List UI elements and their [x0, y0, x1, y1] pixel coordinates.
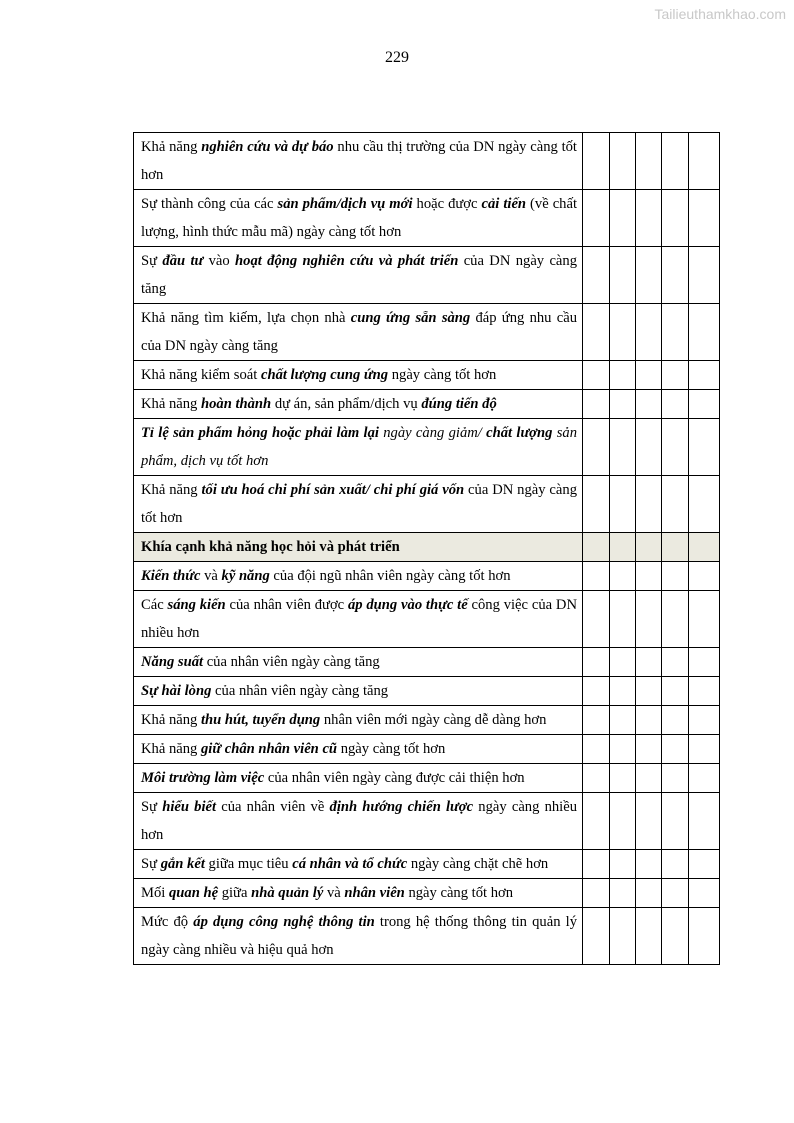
- rating-cell[interactable]: [583, 735, 610, 764]
- rating-cell[interactable]: [662, 361, 689, 390]
- table-row: [134, 361, 720, 390]
- statement-text: Sự hài lòng: [141, 683, 212, 699]
- rating-cell[interactable]: [610, 793, 636, 850]
- rating-cell[interactable]: [689, 133, 720, 190]
- section-header-row: [134, 533, 720, 562]
- statement-text: nhân viên: [344, 885, 405, 901]
- rating-cell[interactable]: [583, 390, 610, 419]
- statement-text: quan hệ: [168, 885, 219, 901]
- table-row: [134, 764, 720, 793]
- table-row: [134, 591, 720, 648]
- statement-text: và: [200, 568, 222, 584]
- statement-text: Tỉ lệ sản phẩm hỏng hoặc phải làm lại: [141, 425, 379, 441]
- rating-cell[interactable]: [662, 562, 689, 591]
- statement-text: của nhân viên về: [216, 799, 330, 815]
- statement-cell: [134, 677, 583, 706]
- rating-cell[interactable]: [662, 591, 689, 648]
- rating-cell[interactable]: [662, 648, 689, 677]
- statement-text: của DN ngày càng tăng: [141, 253, 577, 297]
- rating-cell[interactable]: [662, 390, 689, 419]
- rating-cell[interactable]: [610, 562, 636, 591]
- rating-cell[interactable]: [636, 562, 662, 591]
- rating-cell[interactable]: [662, 706, 689, 735]
- statement-text: giữa mục tiêu: [204, 856, 293, 872]
- rating-cell[interactable]: [610, 764, 636, 793]
- rating-cell[interactable]: [610, 591, 636, 648]
- table-row: [134, 850, 720, 879]
- table-row: [134, 879, 720, 908]
- statement-text: đáp ứng nhu cầu của DN ngày càng tăng: [141, 310, 577, 354]
- rating-cell[interactable]: [636, 677, 662, 706]
- statement-text: áp dụng công nghệ thông tin: [193, 914, 375, 930]
- rating-cell[interactable]: [610, 419, 636, 476]
- rating-cell[interactable]: [610, 879, 636, 908]
- table-row: [134, 793, 720, 850]
- rating-cell[interactable]: [610, 735, 636, 764]
- statement-cell: [134, 591, 583, 648]
- rating-cell[interactable]: [689, 908, 720, 965]
- statement-text: Các: [141, 597, 168, 613]
- table-row: [134, 133, 720, 190]
- statement-text: của DN ngày càng tốt hơn: [141, 482, 577, 526]
- table-row: [134, 190, 720, 247]
- rating-cell[interactable]: [610, 247, 636, 304]
- rating-cell[interactable]: [583, 793, 610, 850]
- rating-cell[interactable]: [662, 908, 689, 965]
- rating-cell[interactable]: [610, 648, 636, 677]
- rating-cell[interactable]: [689, 419, 720, 476]
- rating-cell[interactable]: [662, 677, 689, 706]
- rating-cell: [583, 533, 610, 562]
- statement-cell: [134, 735, 583, 764]
- table-row: [134, 419, 720, 476]
- rating-cell[interactable]: [636, 390, 662, 419]
- statement-text: công việc của DN nhiều hơn: [141, 597, 577, 641]
- statement-text: của nhân viên ngày càng tăng: [211, 683, 389, 699]
- rating-cell[interactable]: [662, 764, 689, 793]
- rating-cell[interactable]: [636, 850, 662, 879]
- statement-text: nhu cầu thị trường của DN ngày càng tốt hơn: [141, 139, 577, 183]
- statement-text: Khía cạnh khả năng học hỏi và phát triển: [141, 539, 400, 555]
- statement-text: (về chất lượng, hình thức mẫu mã) ngày càng tốt hơn: [141, 196, 577, 240]
- rating-cell[interactable]: [583, 419, 610, 476]
- statement-cell: [134, 361, 583, 390]
- rating-cell: [662, 533, 689, 562]
- statement-cell: [134, 476, 583, 533]
- statement-cell: [134, 879, 583, 908]
- rating-cell: [610, 533, 636, 562]
- statement-text: cá nhân và tổ chức: [292, 856, 408, 872]
- rating-cell[interactable]: [610, 850, 636, 879]
- rating-cell[interactable]: [689, 390, 720, 419]
- table-row: [134, 247, 720, 304]
- statement-text: Môi trường làm việc: [141, 770, 265, 786]
- rating-cell[interactable]: [610, 677, 636, 706]
- rating-cell[interactable]: [689, 591, 720, 648]
- rating-cell[interactable]: [662, 850, 689, 879]
- statement-text: sản phẩm/dịch vụ mới: [277, 196, 413, 212]
- statement-text: và: [323, 885, 345, 901]
- statement-text: Khả năng: [141, 712, 201, 728]
- rating-cell[interactable]: [636, 764, 662, 793]
- rating-cell[interactable]: [689, 706, 720, 735]
- statement-text: ngày càng tốt hơn: [337, 741, 446, 757]
- table-row: [134, 562, 720, 591]
- statement-text: dự án, sản phẩm/dịch vụ: [271, 396, 422, 412]
- statement-text: trong hệ thống thông tin quản lý ngày càng nhiều và hiệu quả hơn: [141, 914, 577, 958]
- rating-cell[interactable]: [610, 476, 636, 533]
- rating-cell[interactable]: [610, 390, 636, 419]
- statement-text: Mức độ: [141, 914, 194, 930]
- statement-text: chất lượng: [486, 425, 553, 441]
- rating-cell[interactable]: [610, 361, 636, 390]
- page-number: 229: [385, 49, 409, 66]
- statement-text: Mối: [141, 885, 169, 901]
- rating-cell[interactable]: [636, 133, 662, 190]
- rating-cell[interactable]: [662, 735, 689, 764]
- statement-text: cải tiến: [481, 196, 527, 212]
- statement-text: áp dụng vào thực tế: [347, 597, 468, 613]
- rating-cell[interactable]: [583, 908, 610, 965]
- rating-cell[interactable]: [662, 304, 689, 361]
- rating-cell[interactable]: [583, 190, 610, 247]
- rating-cell[interactable]: [583, 879, 610, 908]
- statement-text: cung ứng sẵn sàng: [350, 310, 471, 326]
- statement-text: vào: [203, 253, 236, 269]
- rating-cell[interactable]: [689, 190, 720, 247]
- rating-cell[interactable]: [662, 419, 689, 476]
- rating-cell[interactable]: [689, 247, 720, 304]
- statement-text: hiểu biết: [162, 799, 217, 815]
- rating-cell[interactable]: [689, 735, 720, 764]
- statement-cell: [134, 648, 583, 677]
- rating-cell[interactable]: [583, 361, 610, 390]
- statement-text: Khả năng: [141, 741, 201, 757]
- statement-cell: [134, 793, 583, 850]
- statement-cell: [134, 390, 583, 419]
- rating-cell[interactable]: [583, 304, 610, 361]
- rating-cell[interactable]: [610, 133, 636, 190]
- statement-text: ngày càng tốt hơn: [388, 367, 497, 383]
- rating-cell[interactable]: [689, 850, 720, 879]
- statement-text: Khả năng: [141, 139, 202, 155]
- statement-text: thu hút, tuyển dụng: [200, 712, 321, 728]
- rating-cell[interactable]: [689, 476, 720, 533]
- table-row: [134, 706, 720, 735]
- section-header-cell: [134, 533, 583, 562]
- rating-cell[interactable]: [583, 562, 610, 591]
- rating-cell[interactable]: [662, 190, 689, 247]
- rating-cell[interactable]: [662, 247, 689, 304]
- rating-cell[interactable]: [610, 706, 636, 735]
- table-row: [134, 677, 720, 706]
- statement-text: định hướng chiến lược: [329, 799, 474, 815]
- rating-cell[interactable]: [610, 908, 636, 965]
- table-row: [134, 908, 720, 965]
- rating-cell[interactable]: [583, 591, 610, 648]
- rating-cell[interactable]: [662, 476, 689, 533]
- rating-cell[interactable]: [583, 476, 610, 533]
- statement-text: Khả năng: [141, 396, 201, 412]
- rating-cell: [636, 533, 662, 562]
- statement-text: của nhân viên ngày càng được cải thiện hơn: [264, 770, 525, 786]
- statement-text: của nhân viên ngày càng tăng: [203, 654, 380, 670]
- statement-text: hoặc được: [412, 196, 482, 212]
- rating-cell[interactable]: [689, 677, 720, 706]
- statement-text: tối ưu hoá chi phí sản xuất/ chi phí giá vốn: [201, 482, 465, 498]
- rating-cell[interactable]: [689, 879, 720, 908]
- statement-text: giữa: [218, 885, 252, 901]
- statement-text: ngày càng chặt chẽ hơn: [407, 856, 549, 872]
- rating-cell[interactable]: [636, 648, 662, 677]
- statement-cell: [134, 304, 583, 361]
- rating-cell[interactable]: [636, 706, 662, 735]
- statement-text: kỹ năng: [221, 568, 270, 584]
- statement-text: của nhân viên được: [225, 597, 348, 613]
- statement-text: Kiến thức: [141, 568, 201, 584]
- statement-text: ngày càng nhiều hơn: [141, 799, 578, 843]
- rating-cell[interactable]: [689, 304, 720, 361]
- statement-text: nghiên cứu và dự báo: [201, 139, 334, 155]
- rating-cell[interactable]: [636, 247, 662, 304]
- rating-cell[interactable]: [689, 793, 720, 850]
- rating-cell[interactable]: [636, 304, 662, 361]
- statement-cell: [134, 562, 583, 591]
- rating-cell[interactable]: [583, 133, 610, 190]
- rating-cell[interactable]: [662, 879, 689, 908]
- rating-cell[interactable]: [636, 908, 662, 965]
- statement-text: Sự: [141, 799, 163, 815]
- statement-cell: [134, 419, 583, 476]
- survey-table: [133, 132, 720, 965]
- table-row: [134, 735, 720, 764]
- survey-table-body: [134, 133, 720, 965]
- rating-cell[interactable]: [689, 648, 720, 677]
- rating-cell[interactable]: [636, 879, 662, 908]
- statement-text: Sự: [141, 856, 161, 872]
- statement-text: hoàn thành: [200, 396, 272, 412]
- rating-cell[interactable]: [583, 677, 610, 706]
- statement-text: Khả năng tìm kiếm, lựa chọn nhà: [141, 310, 351, 326]
- statement-cell: [134, 908, 583, 965]
- statement-text: giữ chân nhân viên cũ: [200, 741, 338, 757]
- rating-cell[interactable]: [662, 793, 689, 850]
- rating-cell[interactable]: [689, 562, 720, 591]
- rating-cell[interactable]: [610, 190, 636, 247]
- statement-cell: [134, 764, 583, 793]
- statement-text: nhà quản lý: [251, 885, 324, 901]
- rating-cell: [689, 533, 720, 562]
- statement-text: Khả năng: [141, 482, 202, 498]
- rating-cell[interactable]: [662, 133, 689, 190]
- table-row: [134, 304, 720, 361]
- statement-text: gắn kết: [160, 856, 205, 872]
- statement-text: của đội ngũ nhân viên ngày càng tốt hơn: [269, 568, 511, 584]
- statement-cell: [134, 190, 583, 247]
- statement-text: Sự thành công của các: [141, 196, 278, 212]
- rating-cell[interactable]: [636, 591, 662, 648]
- rating-cell[interactable]: [636, 735, 662, 764]
- rating-cell[interactable]: [689, 764, 720, 793]
- table-row: [134, 476, 720, 533]
- statement-text: hoạt động nghiên cứu và phát triển: [235, 253, 459, 269]
- table-row: [134, 648, 720, 677]
- rating-cell[interactable]: [583, 706, 610, 735]
- rating-cell[interactable]: [583, 648, 610, 677]
- statement-text: sản phẩm, dịch vụ tốt hơn: [141, 425, 578, 469]
- rating-cell[interactable]: [583, 247, 610, 304]
- statement-cell: [134, 706, 583, 735]
- rating-cell[interactable]: [636, 793, 662, 850]
- statement-text: Năng suất: [141, 654, 204, 670]
- statement-text: Khả năng kiểm soát: [141, 367, 261, 383]
- rating-cell[interactable]: [689, 361, 720, 390]
- statement-text: đúng tiến độ: [421, 396, 497, 412]
- statement-cell: [134, 850, 583, 879]
- rating-cell[interactable]: [583, 850, 610, 879]
- statement-cell: [134, 133, 583, 190]
- rating-cell[interactable]: [636, 361, 662, 390]
- rating-cell[interactable]: [636, 419, 662, 476]
- watermark: Tailieuthamkhao.com: [654, 6, 786, 22]
- rating-cell[interactable]: [583, 764, 610, 793]
- rating-cell[interactable]: [610, 304, 636, 361]
- statement-text: Sự: [141, 253, 163, 269]
- rating-cell[interactable]: [636, 476, 662, 533]
- rating-cell[interactable]: [636, 190, 662, 247]
- statement-text: ngày càng tốt hơn: [404, 885, 514, 901]
- statement-text: nhân viên mới ngày càng dễ dàng hơn: [320, 712, 547, 728]
- statement-text: sáng kiến: [167, 597, 226, 613]
- statement-text: đầu tư: [162, 253, 204, 269]
- statement-text: ngày càng giảm/: [378, 425, 487, 441]
- statement-text: chất lượng cung ứng: [260, 367, 389, 383]
- statement-cell: [134, 247, 583, 304]
- table-row: [134, 390, 720, 419]
